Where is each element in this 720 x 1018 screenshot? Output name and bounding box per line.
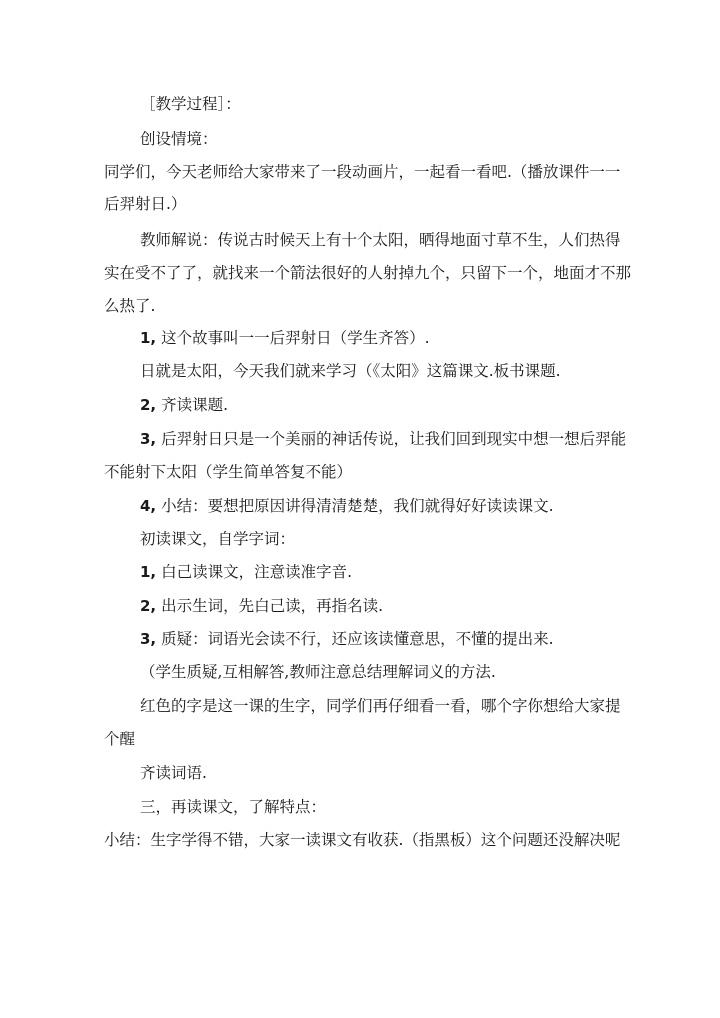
sun-lesson-line: 日就是太阳，今天我们就来学习（《太阳》这篇课文.板书课题. xyxy=(140,362,561,380)
reading-step-3-number: 3, xyxy=(140,630,157,648)
red-characters-line-2: 个醒 xyxy=(104,730,136,748)
reading-step-2-text: 出示生词，先白己读，再指名读. xyxy=(161,597,384,615)
step-1-number: 1, xyxy=(140,329,157,347)
scene-setting-heading: 创设情境： xyxy=(140,130,218,148)
step-3-number: 3, xyxy=(140,430,157,448)
teacher-explanation-line-2: 实在受不了了，就找来一个箭法很好的人射掉九个，只留下一个，地面才不那 xyxy=(104,264,632,282)
reading-step-2 xyxy=(140,596,720,616)
reading-step-3-text: 质疑：词语光会读不行，还应该读懂意思，不懂的提出来. xyxy=(161,630,554,648)
reading-step-1-text: 白己读课文，注意读准字音. xyxy=(161,563,353,581)
read-words-line: 齐读词语. xyxy=(140,764,207,782)
step-4 xyxy=(140,496,720,516)
summary-line: 小结：生字学得不错，大家一读课文有收获.（指黑板）这个问题还没解决呢 xyxy=(104,831,621,849)
section-three-heading: 三，再读课文，了解特点： xyxy=(140,798,327,816)
teacher-explanation-line-1: 教师解说：传说古时候天上有十个太阳，晒得地面寸草不生，人们热得 xyxy=(140,231,621,249)
step-2 xyxy=(140,395,720,415)
step-2-number: 2, xyxy=(140,396,157,414)
step-3-text: 后羿射日只是一个美丽的神话传说，让我们回到现实中想一想后羿能 xyxy=(161,430,627,448)
reading-step-3 xyxy=(140,629,720,649)
process-heading: ［教学过程］： xyxy=(140,95,241,113)
first-reading-heading: 初读课文，自学字词： xyxy=(140,530,296,548)
step-1-text: 这个故事叫一一后羿射日（学生齐答）. xyxy=(161,329,430,347)
step-4-number: 4, xyxy=(140,497,157,515)
reading-step-1 xyxy=(140,562,720,582)
teacher-explanation-line-3: 么热了. xyxy=(104,297,156,315)
intro-paragraph-line-2: 后羿射日.） xyxy=(104,195,187,213)
step-2-text: 齐读课题. xyxy=(161,396,229,414)
step-4-text: 小结：要想把原因讲得清清楚楚，我们就得好好读读课文. xyxy=(161,497,554,515)
step-3-line-1 xyxy=(140,429,720,449)
step-3-line-2: 不能射下太阳（学生简单答复不能） xyxy=(104,463,353,481)
step-1 xyxy=(140,328,720,348)
red-characters-line-1: 红色的字是这一课的生字，同学们再仔细看一看，哪个字你想给大家提 xyxy=(140,697,621,715)
intro-paragraph-line-1: 同学们，今天老师给大家带来了一段动画片，一起看一看吧.（播放课件一一 xyxy=(104,163,621,181)
reading-step-2-number: 2, xyxy=(140,597,157,615)
reading-step-1-number: 1, xyxy=(140,563,157,581)
student-note: （学生质疑,互相解答,教师注意总结理解词义的方法. xyxy=(140,663,496,681)
